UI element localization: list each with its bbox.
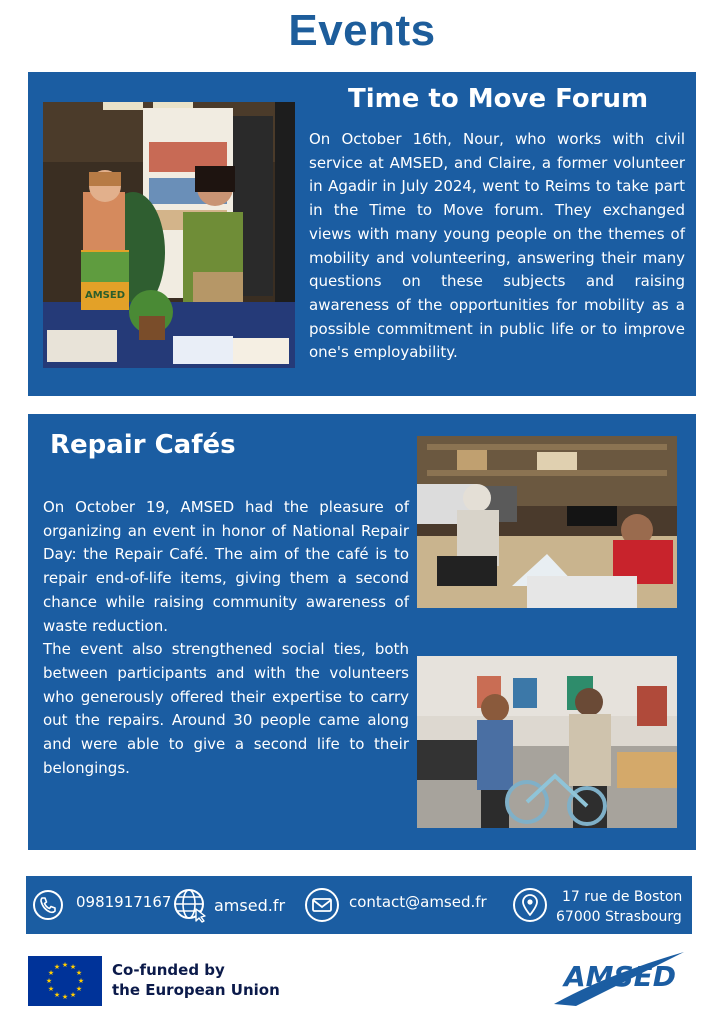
contact-website[interactable]: amsed.fr <box>214 896 286 915</box>
contact-address-line1: 17 rue de Boston <box>562 889 683 905</box>
contact-bar <box>26 876 692 934</box>
repair-section <box>28 414 696 850</box>
repair-photo-bicycle <box>417 656 677 828</box>
svg-text:★: ★ <box>61 961 69 969</box>
svg-text:★: ★ <box>75 985 83 993</box>
forum-photo <box>43 102 295 368</box>
svg-text:★: ★ <box>47 985 55 993</box>
repair-paragraph-1: On October 19, AMSED had the pleasure of organizing an event in honor of National Repair Day: the Repair Café. The aim of the café is to repair end-of-life items, giving them a second chance while raising community awareness of waste reduction. <box>43 498 409 635</box>
svg-text:★: ★ <box>61 993 69 1001</box>
forum-heading: Time to Move Forum <box>348 84 649 114</box>
svg-text:★: ★ <box>53 963 61 971</box>
page-title: Events <box>288 6 436 55</box>
location-pin-icon <box>512 887 548 923</box>
forum-body-text: On October 16th, Nour, who works with civil service at AMSED, and Claire, a former volunteer in Agadir in July 2024, went to Reims to take part in the Time to Move forum. They exchanged views with many young people on the themes of mobility and volunteering, answering their many questions on these subjects and raising awareness of the opportunities for mobility as a possible commitment in public life or to improve one's employability. <box>309 130 685 362</box>
forum-section <box>28 72 696 396</box>
eu-line-2: the European Union <box>112 981 280 999</box>
svg-text:★: ★ <box>47 969 55 977</box>
repair-paragraph-2: The event also strengthened social ties, both between participants and with the volunteers who generously offered their expertise to carry out the repairs. Around 30 people came along and were able to give a second life to their belongings. <box>43 640 409 777</box>
phone-icon <box>32 889 64 921</box>
eu-line-1: Co-funded by <box>112 961 225 979</box>
contact-address-line2: 67000 Strasbourg <box>556 909 682 925</box>
svg-text:★: ★ <box>75 969 83 977</box>
svg-text:★: ★ <box>53 991 61 999</box>
email-icon <box>304 887 340 923</box>
svg-text:★: ★ <box>45 977 53 985</box>
repair-body-text <box>43 496 409 780</box>
eu-flag-icon <box>28 956 102 1006</box>
repair-heading: Repair Cafés <box>50 430 236 460</box>
eu-cofunded-label <box>112 960 280 1000</box>
amsed-logo <box>548 944 688 1010</box>
logo-text: AMSED <box>563 960 677 993</box>
contact-phone[interactable]: 0981917167 <box>76 893 172 911</box>
svg-text:★: ★ <box>69 991 77 999</box>
repair-photo-workshop <box>417 436 677 608</box>
contact-email[interactable]: contact@amsed.fr <box>349 893 487 911</box>
forum-book-label: AMSED <box>84 290 126 301</box>
website-globe-icon <box>172 887 208 923</box>
svg-text:★: ★ <box>69 963 77 971</box>
svg-text:★: ★ <box>77 977 85 985</box>
